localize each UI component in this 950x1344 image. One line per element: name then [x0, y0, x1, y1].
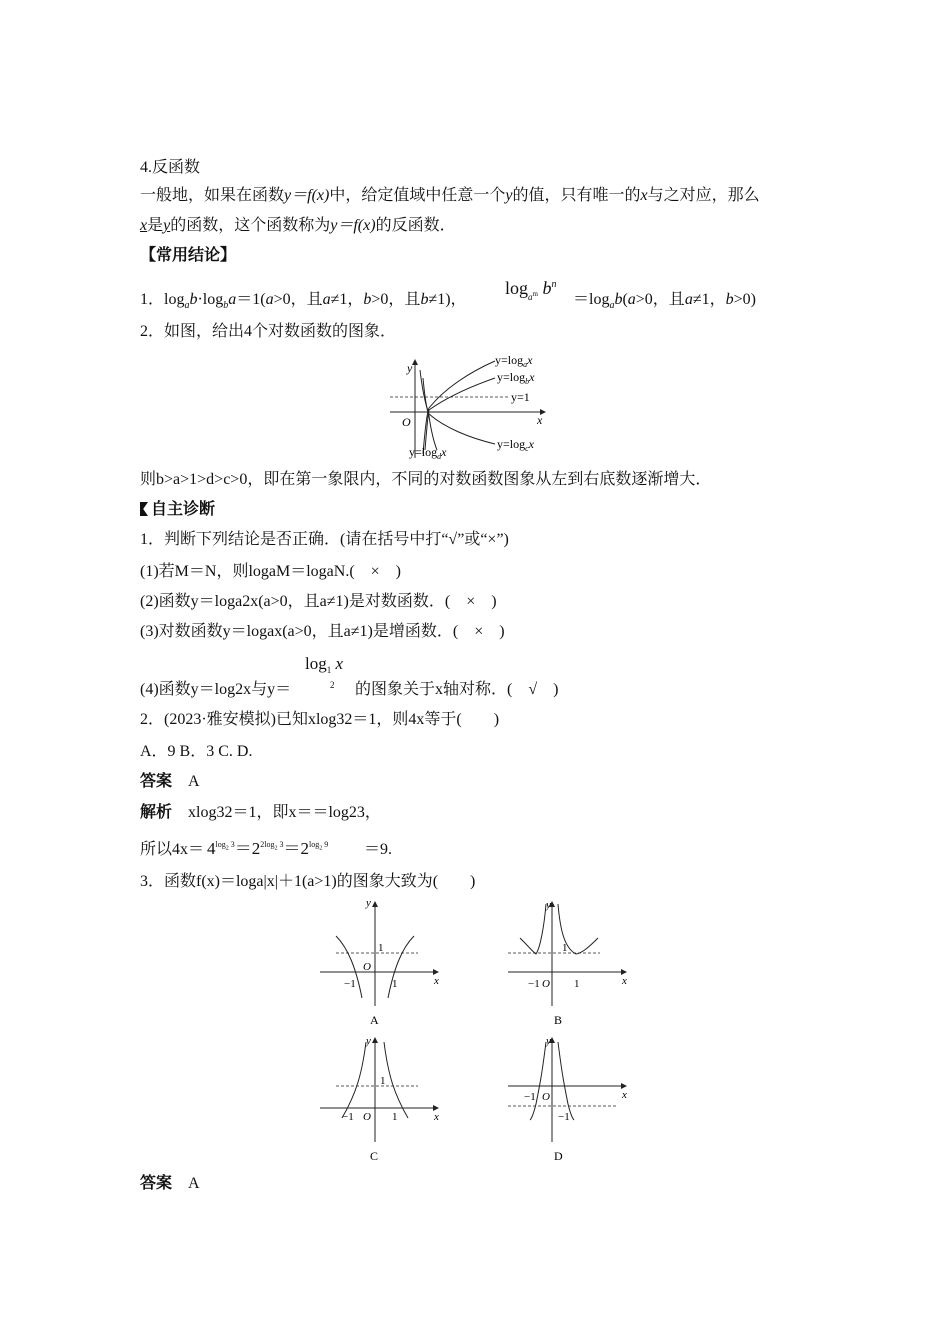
log-am-bn: $\log_{a^m} b^n$	[505, 278, 557, 302]
svg-text:1: 1	[380, 1075, 386, 1087]
svg-text:x: x	[434, 1111, 439, 1123]
label-y-1: y=1	[511, 390, 530, 404]
option-b-graph	[508, 899, 627, 1027]
q3-answer: 答案 A	[140, 1175, 200, 1192]
log-graphs-figure	[385, 350, 555, 462]
svg-text:O: O	[542, 1091, 550, 1103]
q2-answer: 答案 A	[140, 773, 200, 790]
svg-text:1: 1	[392, 978, 398, 990]
option-c-label: C	[370, 1149, 379, 1163]
q2-options: A．9 B．3 C. D.	[140, 743, 253, 760]
curve-log-b	[425, 378, 495, 450]
option-d-label: D	[554, 1149, 563, 1163]
option-a-graph	[320, 898, 439, 1027]
conclusion-2: 2．如图，给出4个对数函数的图象．	[140, 323, 397, 340]
option-c-graph	[320, 1035, 439, 1163]
paragraph-line-2: x是y的函数，这个函数称为y＝f(x)的反函数．	[140, 217, 456, 234]
label-log-d: $y=\log_dx$	[409, 445, 447, 461]
q3: 3．函数f(x)＝loga|x|＋1(a>1)的图象大致为( )	[140, 873, 476, 890]
log-half-denominator: 2	[330, 680, 335, 690]
q1-4: (4)函数y＝log2x与y＝	[140, 681, 292, 698]
svg-text:−1: −1	[524, 1091, 536, 1103]
svg-text:1: 1	[574, 978, 580, 990]
q1: 1．判断下列结论是否正确．(请在括号中打“√”或“×”)	[140, 531, 509, 548]
svg-text:−1: −1	[344, 978, 356, 990]
svg-text:O: O	[363, 1111, 371, 1123]
svg-text:−1: −1	[342, 1111, 354, 1123]
svg-text:O: O	[363, 961, 371, 973]
label-log-b: $y=\log_bx$	[497, 370, 535, 386]
conclusion-1: 1．$\log_ab\cdot\log_ba=1(a>0$，且a≠1，b>0，且b≠1)，	[140, 291, 467, 312]
option-d-graph	[508, 1035, 627, 1163]
log-half-x: $\log_1 x$	[305, 654, 344, 675]
q1-3: (3)对数函数y＝logax(a>0，且a≠1)是增函数．( × )	[140, 623, 505, 640]
svg-text:−1: −1	[528, 978, 540, 990]
svg-text:O: O	[402, 415, 411, 429]
label-log-c: $y=\log_cx$	[497, 437, 534, 453]
conclusions-heading: 【常用结论】	[140, 247, 237, 264]
q2-so: 所以4x＝	[140, 841, 205, 858]
svg-text:−1: −1	[558, 1111, 570, 1123]
conclusion-1-right: $=\log_ab(a>0$，且a≠1，b>0)	[573, 291, 756, 312]
paragraph-line-1: 一般地，如果在函数y＝f(x)中，给定值域中任意一个y的值，只有唯一的x与之对应，那么	[140, 187, 760, 204]
section-title: 4.反函数	[140, 159, 201, 176]
svg-text:1: 1	[392, 1111, 398, 1123]
curve-log-d	[423, 378, 437, 450]
q2-so-end: ＝9.	[364, 841, 393, 858]
q1-2: (2)函数y＝loga2x(a>0，且a≠1)是对数函数．( × )	[140, 593, 497, 610]
svg-text:y: y	[546, 1035, 551, 1047]
svg-text:x: x	[434, 975, 439, 987]
options-figure	[318, 898, 638, 1168]
q1-4-tail: 的图象关于x轴对称．( √ )	[355, 681, 559, 698]
power-chain: $4^{log_2 3}=2^{2log_2 3}=2^{log_2 9}$	[207, 839, 329, 858]
svg-text:y: y	[366, 1035, 371, 1047]
q2-analysis: 解析 xlog32＝1，即x＝＝log23，	[140, 804, 381, 821]
svg-text:1: 1	[378, 942, 384, 954]
svg-text:x: x	[537, 413, 543, 427]
svg-text:y: y	[407, 361, 413, 375]
svg-text:1: 1	[562, 942, 568, 954]
svg-text:y: y	[366, 898, 371, 909]
conclusion-2-after: 则b>a>1>d>c>0，即在第一象限内，不同的对数函数图象从左到右底数逐渐增大．	[140, 471, 712, 488]
q1-1: (1)若M＝N，则logaM＝logaN.( × )	[140, 563, 401, 580]
curve-log-c	[420, 370, 495, 444]
svg-text:O: O	[542, 978, 550, 990]
svg-text:y: y	[546, 899, 551, 911]
diagnosis-heading: 自主诊断	[140, 500, 215, 520]
label-log-a: $y=\log_ax$	[495, 353, 533, 369]
option-a-label: A	[370, 1013, 379, 1027]
svg-text:x: x	[622, 1089, 627, 1101]
option-b-label: B	[554, 1013, 563, 1027]
svg-text:x: x	[622, 975, 627, 987]
q2: 2．(2023·雅安模拟)已知xlog32＝1，则4x等于( )	[140, 711, 500, 728]
